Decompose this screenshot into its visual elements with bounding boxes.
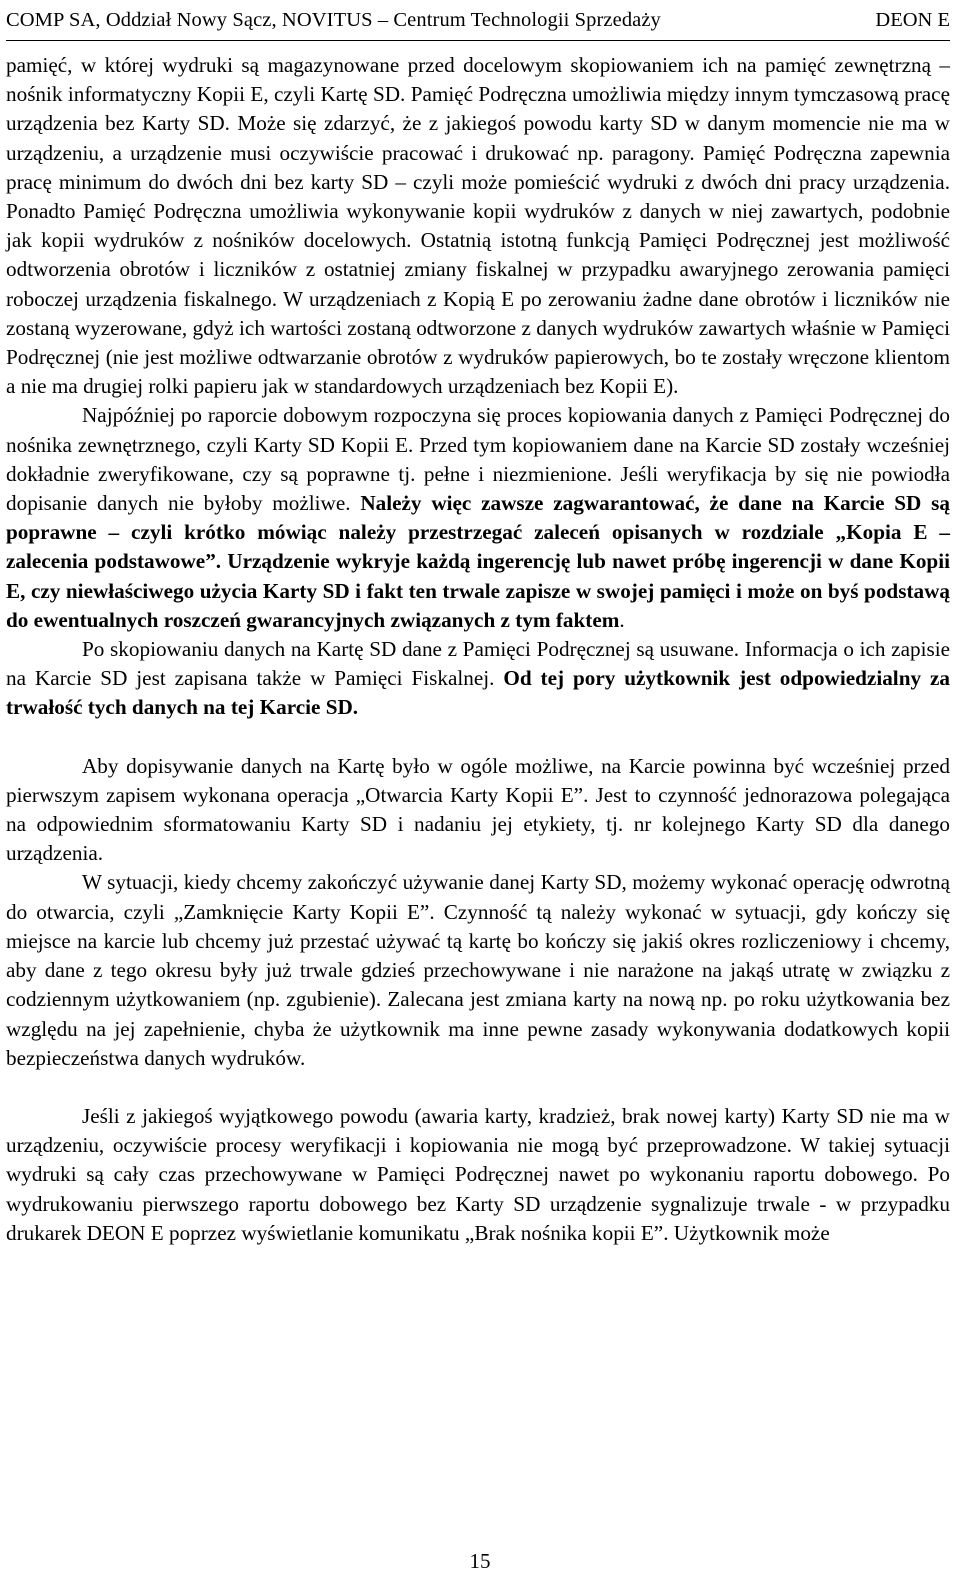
paragraph-bold-text: Należy więc zawsze zagwarantować, że dane na Karcie SD są poprawne – czyli krótko mówiąc należy przestrzegać zaleceń opisanych w rozdziale „Kopia E – zalecenia podstawowe”. Urządzenie wykryje każdą ingerencję lub nawet próbę ingerencji w dane Kopii E, czy niewłaściwego użycia Karty SD i fakt ten trwale zapisze w swojej pamięci i może on byś podstawą do ewentualnych roszczeń gwarancyjnych związanych z tym faktem	[6, 491, 950, 632]
header-product: DEON E	[875, 9, 950, 31]
paragraph-text: .	[619, 607, 625, 632]
paragraph-text: Aby dopisywanie danych na Kartę było w ogóle możliwe, na Karcie powinna być wcześniej przed pierwszym zapisem wykonana operacja „Otwarcia Karty Kopii E”. Jest to czynność jednorazowa polegająca na odpowiednim sformatowaniu Karty SD i nadaniu jej etykiety, tj. nr kolejnego Karty SD dla danego urządzenia.	[6, 753, 950, 866]
page-number: 15	[469, 1549, 491, 1573]
paragraph-text: Jeśli z jakiegoś wyjątkowego powodu (awaria karty, kradzież, brak nowej karty) Karty SD nie ma w urządzeniu, oczywiście procesy weryfikacji i kopiowania nie mogą być przeprowadzone. W takiej sytuacji wydruki są cały czas przechowywane w Pamięci Podręcznej nawet po wykonaniu raportu dobowego. Po wydrukowaniu pierwszego raportu dobowego bez Karty SD urządzenie sygnalizuje trwale - w przypadku drukarek DEON E poprzez wyświetlanie komunikatu „Brak nośnika kopii E”. Użytkownik może	[6, 1103, 950, 1245]
paragraph	[6, 752, 950, 869]
paragraph	[6, 868, 950, 1072]
paragraph	[6, 635, 950, 723]
paragraph-text: W sytuacji, kiedy chcemy zakończyć używanie danej Karty SD, możemy wykonać operację odwrotną do otwarcia, czyli „Zamknięcie Karty Kopii E”. Czynność tą należy wykonać w sytuacji, gdy kończy się miejsce na karcie lub chcemy już przestać używać tą kartę bo kończy się jakiś okres rozliczeniowy i chcemy, aby dane z tego okresu były już trwale gdzieś przechowywane i nie narażone na jakąś utratę w związku z codziennym użytkowaniem (np. zgubienie). Zalecana jest zmiana karty na nową np. po roku użytkowania bez względu na jej zapełnienie, chyba że użytkownik ma inne pewne zasady wykonywania dodatkowych kopii bezpieczeństwa danych wydruków.	[6, 870, 950, 1070]
document-body	[6, 51, 950, 1248]
header-company: COMP SA, Oddział Nowy Sącz, NOVITUS – Centrum Technologii Sprzedaży	[6, 9, 661, 31]
paragraph-text: pamięć, w której wydruki są magazynowane przed docelowym skopiowaniem ich na pamięć zewnętrzną – nośnik informatyczny Kopii E, czyli Kartę SD. Pamięć Podręczna umożliwia między innym tymczasową pracę urządzenia bez Karty SD. Może się zdarzyć, że z jakiegoś powodu karty SD w danym momencie nie ma w urządzeniu, a urządzenie musi oczywiście pracować i drukować np. paragony. Pamięć Podręczna zapewnia pracę minimum do dwóch dni bez karty SD – czyli może pomieścić wydruki z dwóch dni pracy urządzenia. Ponadto Pamięć Podręczna umożliwia wykonywanie kopii wydruków z danych w niej zawartych, podobnie jak kopii wydruków z nośników docelowych. Ostatnią istotną funkcją Pamięci Podręcznej jest możliwość odtworzenia obrotów i liczników z ostatniej zmiany fiskalnej w przypadku awaryjnego zerowania pamięci roboczej urządzenia fiskalnego. W urządzeniach z Kopią E po zerowaniu żadne dane obrotów i liczników nie zostaną wyzerowane, gdyż ich wartości zostaną odtworzone z danych wydruków zawartych właśnie w Pamięci Podręcznej (nie jest możliwe odtwarzanie obrotów z wydruków papierowych, bo te zostały wręczone klientom a nie ma drugiej rolki papieru jak w standardowych urządzeniach bez Kopii E).	[6, 53, 950, 399]
paragraph	[6, 401, 950, 635]
paragraph	[6, 51, 950, 401]
paragraph-text: Najpóźniej po raporcie dobowym rozpoczyna się proces kopiowania danych z Pamięci Podręcznej do nośnika zewnętrznego, czyli Karty SD Kopii E. Przed tym kopiowaniem dane na Karcie SD zostały wcześniej dokładnie zweryfikowane, czy są poprawne tj. pełne i niezmienione. Jeśli weryfikacja by się nie powiodła dopisanie danych nie byłoby możliwe.	[6, 403, 950, 516]
page-header	[6, 0, 950, 41]
paragraph	[6, 1102, 950, 1248]
paragraph-text: Po skopiowaniu danych na Kartę SD dane z Pamięci Podręcznej są usuwane. Informacja o ich zapisie na Karcie SD jest zapisana także w Pamięci Fiskalnej.	[6, 637, 950, 691]
paragraph-bold-text: Od tej pory użytkownik jest odpowiedzialny za trwałość tych danych na tej Karcie SD.	[6, 666, 950, 720]
